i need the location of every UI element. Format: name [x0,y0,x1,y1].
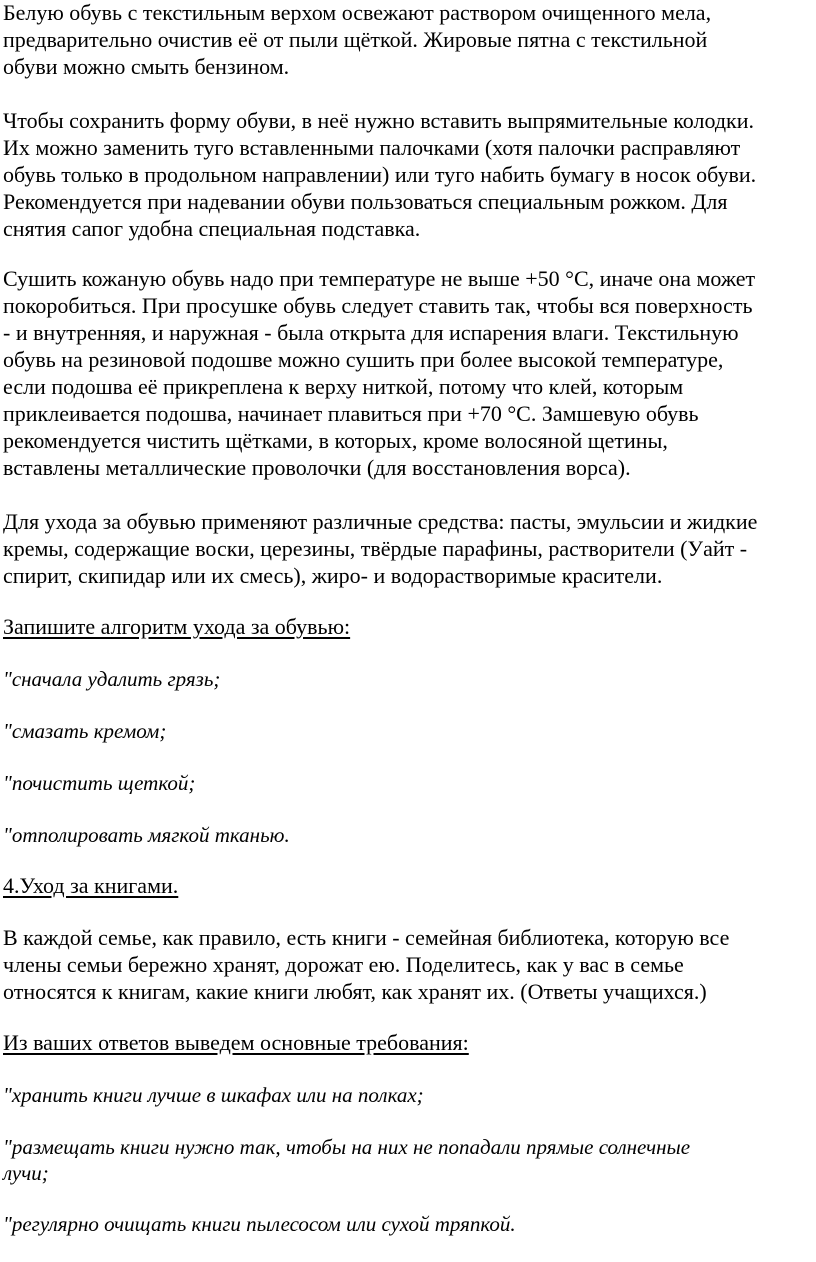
shoe-care-step: "смазать кремом; [3,719,167,743]
paragraph-line: обувь только в продольном направлении) или туго набить бумагу в носок обуви. [3,162,757,187]
paragraph-line: относятся к книгам, какие книги любят, как хранят их. (Ответы учащихся.) [3,979,707,1004]
paragraph-line: спирит, скипидар или их смесь), жиро- и водорастворимые красители. [3,563,663,588]
paragraph-line: кремы, содержащие воски, церезины, твёрдые парафины, растворители (Уайт - [3,536,748,561]
paragraph-line: Сушить кожаную обувь надо при температуре не выше +50 °С, иначе она может [3,266,756,291]
paragraph-line: Чтобы сохранить форму обуви, в неё нужно вставить выпрямительные колодки. [3,108,755,133]
section-title: 4.Уход за книгами. [3,873,179,898]
paragraph-line: В каждой семье, как правило, есть книги - семейная библиотека, которую все [3,925,730,950]
paragraph-line: - и внутренняя, и наружная - была открыта для испарения влаги. Текстильную [3,320,739,345]
requirement-item: "размещать книги нужно так, чтобы на них не попадали прямые солнечные [3,1135,691,1159]
paragraph-line: обувь на резиновой подошве можно сушить при более высокой температуре, [3,347,724,372]
paragraph-line: вставлены металлические проволочки (для восстановления ворса). [3,455,631,480]
paragraph-line: Рекомендуется при надевании обуви пользоваться специальным рожком. Для [3,189,728,214]
shoe-care-heading: Запишите алгоритм ухода за обувью: [3,614,351,639]
shoe-care-step: "отполировать мягкой тканью. [3,823,290,847]
requirement-item: "регулярно очищать книги пылесосом или сухой тряпкой. [3,1212,516,1236]
paragraph-line: члены семьи бережно хранят, дорожат ею. Поделитесь, как у вас в семье [3,952,684,977]
paragraph-line: рекомендуется чистить щётками, в которых, кроме волосяной щетины, [3,428,668,453]
paragraph-line: Их можно заменить туго вставленными палочками (хотя палочки расправляют [3,135,741,160]
paragraph-line: Белую обувь с текстильным верхом освежают раствором очищенного мела, [3,0,712,25]
shoe-care-step: "сначала удалить грязь; [3,667,221,691]
requirements-heading: Из ваших ответов выведем основные требования: [3,1030,469,1055]
paragraph-line: приклеивается подошва, начинает плавиться при +70 °С. Замшевую обувь [3,401,699,426]
shoe-care-step: "почистить щеткой; [3,771,196,795]
paragraph-line: предварительно очистив её от пыли щёткой. Жировые пятна с текстильной [3,27,708,52]
requirement-item: лучи; [3,1161,49,1185]
paragraph-line: если подошва её прикреплена к верху ниткой, потому что клей, которым [3,374,684,399]
paragraph-line: покоробиться. При просушке обувь следует ставить так, чтобы вся поверхность [3,293,753,318]
paragraph-line: Для ухода за обувью применяют различные средства: пасты, эмульсии и жидкие [3,509,758,534]
paragraph-line: снятия сапог удобна специальная подставка. [3,216,421,241]
paragraph-line: обуви можно смыть бензином. [3,54,290,79]
requirement-item: "хранить книги лучше в шкафах или на полках; [3,1083,424,1107]
